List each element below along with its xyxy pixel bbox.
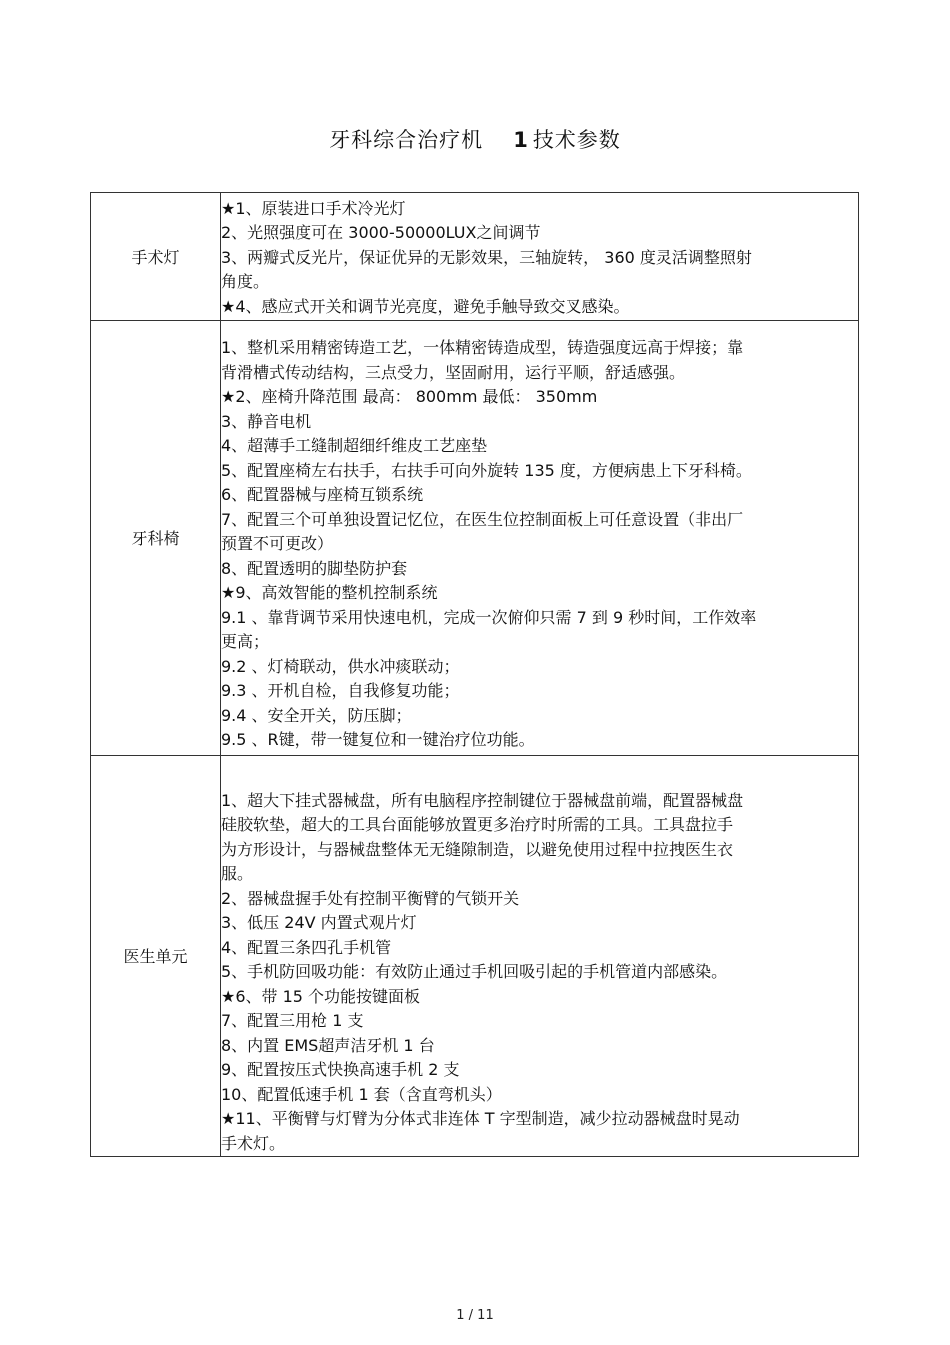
spec-line: 背滑槽式传动结构，三点受力，坚固耐用，运行平顺，舒适感强。 xyxy=(221,362,686,382)
spec-line: 角度。 xyxy=(221,272,270,292)
spec-line: 3、两瓣式反光片，保证优异的无影效果，三轴旋转， 360 度灵活调整照射 xyxy=(221,247,752,267)
spec-line: ★4、感应式开关和调节光亮度，避免手触导致交叉感染。 xyxy=(221,296,630,316)
page-title xyxy=(0,124,950,154)
table-row xyxy=(91,193,859,321)
spec-line: 9、配置按压式快换高速手机 2 支 xyxy=(221,1060,460,1079)
title-suffix: 技术参数 xyxy=(532,128,621,152)
spec-list xyxy=(221,755,859,1157)
spec-line: ★6、带 15 个功能按键面板 xyxy=(221,986,421,1006)
spec-line: 9.4 、安全开关，防压脚； xyxy=(221,705,412,725)
spec-line: 服。 xyxy=(221,864,254,883)
spec-line: 8、配置透明的脚垫防护套 xyxy=(221,558,408,578)
spec-line: 4、超薄手工缝制超细纤维皮工艺座垫 xyxy=(221,436,488,455)
spec-line: 7、配置三用枪 1 支 xyxy=(221,1011,364,1030)
spec-line: 9.3 、开机自检，自我修复功能； xyxy=(221,681,460,700)
spec-line: 10、配置低速手机 1 套（含直弯机头） xyxy=(221,1084,502,1104)
spec-line: 2、器械盘握手处有控制平衡臂的气锁开关 xyxy=(221,888,520,908)
spec-line: 3、低压 24V 内置式观片灯 xyxy=(221,913,417,932)
spec-line: ★9、高效智能的整机控制系统 xyxy=(221,583,438,602)
spec-line: 1、超大下挂式器械盘，所有电脑程序控制键位于器械盘前端，配置器械盘 xyxy=(221,790,744,810)
spec-line: 9.1 、靠背调节采用快速电机，完成一次俯仰只需 7 到 9 秒时间，工作效率 xyxy=(221,607,757,627)
spec-line: 1、整机采用精密铸造工艺，一体精密铸造成型，铸造强度远高于焊接；靠 xyxy=(221,338,744,357)
title-number: 1 xyxy=(513,128,529,152)
spec-line: 更高； xyxy=(221,632,270,651)
category-cell: 牙科椅 xyxy=(91,321,221,756)
spec-line: 为方形设计，与器械盘整体无无缝隙制造，以避免使用过程中拉拽医生衣 xyxy=(221,839,734,859)
table-row xyxy=(91,321,859,756)
page-number: 1 / 11 xyxy=(456,1308,494,1323)
spec-line: 4、配置三条四孔手机管 xyxy=(221,937,392,957)
spec-line: ★2、座椅升降范围 最高： 800mm 最低： 350mm xyxy=(221,387,598,406)
spec-line: 7、配置三个可单独设置记忆位，在医生位控制面板上可任意设置（非出厂 xyxy=(221,509,744,529)
spec-line: 5、手机防回吸功能：有效防止通过手机回吸引起的手机管道内部感染。 xyxy=(221,962,728,981)
spec-list xyxy=(221,193,859,321)
spec-table xyxy=(90,192,859,1157)
spec-line: 5、配置座椅左右扶手，右扶手可向外旋转 135 度，方便病患上下牙科椅。 xyxy=(221,460,752,480)
spec-line: 9.5 、R键，带一键复位和一键治疗位功能。 xyxy=(221,730,535,749)
title-prefix: 牙科综合治疗机 xyxy=(329,128,484,152)
category-cell: 医生单元 xyxy=(91,755,221,1157)
spec-line: 手术灯。 xyxy=(221,1133,286,1153)
spec-line: ★1、原装进口手术冷光灯 xyxy=(221,198,406,218)
spec-line: 8、内置 EMS超声洁牙机 1 台 xyxy=(221,1035,435,1055)
spec-line: 硅胶软垫，超大的工具台面能够放置更多治疗时所需的工具。工具盘拉手 xyxy=(221,815,734,834)
spec-line: 预置不可更改） xyxy=(221,534,334,553)
spec-line: 3、静音电机 xyxy=(221,411,312,431)
spec-line: 9.2 、灯椅联动，供水冲痰联动； xyxy=(221,656,460,676)
spec-list xyxy=(221,321,859,756)
table-row xyxy=(91,755,859,1157)
spec-line: 2、光照强度可在 3000-50000LUX之间调节 xyxy=(221,223,541,243)
category-cell: 手术灯 xyxy=(91,193,221,321)
spec-line: 6、配置器械与座椅互锁系统 xyxy=(221,485,424,504)
spec-line: ★11、平衡臂与灯臂为分体式非连体 T 字型制造，减少拉动器械盘时晃动 xyxy=(221,1109,740,1128)
